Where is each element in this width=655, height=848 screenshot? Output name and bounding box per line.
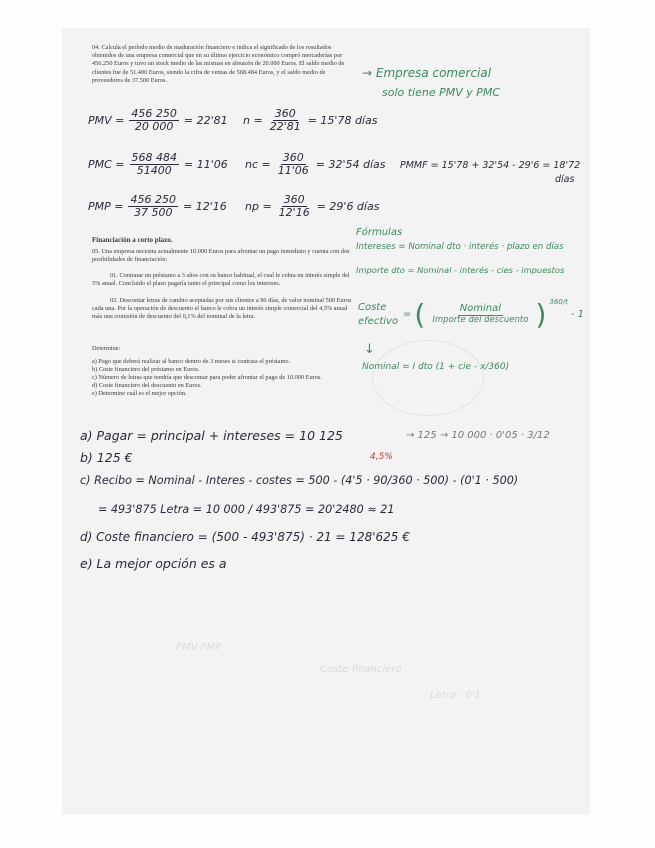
n-denominator: 22'81 xyxy=(269,119,301,133)
nc-equation xyxy=(245,152,386,176)
determine-list xyxy=(92,358,354,398)
pmv-numerator: 456 250 xyxy=(131,107,177,120)
np-numerator: 360 xyxy=(283,193,305,206)
answer-c: c) Recibo = Nominal - Interes - costes = 500 - (4'5 · 90/360 · 500) - (0'1 · 500) xyxy=(80,474,519,487)
pmv-equation xyxy=(88,108,228,132)
university-seal-watermark xyxy=(372,340,484,416)
section-title: Financiación a corto plazo. xyxy=(92,236,173,244)
note-empresa-comercial: → Empresa comercial xyxy=(362,66,492,80)
option-02-text: 02. Descontar letras de cambio aceptadas por sus clientes a 90 días, de valor nominal 500 Euros cada una. Por la operación de descuento el banco le cobra un interés simple comercial del 4,5% anual más una comisión de descuento del 0,1% del nominal de la letra. xyxy=(92,297,352,321)
pmc-denominator: 51400 xyxy=(136,163,172,177)
bleed-through-text: Coste financiero xyxy=(320,664,402,675)
coste-numerator: Nominal xyxy=(459,303,502,315)
answer-d: d) Coste financiero = (500 - 493'875) · 21 = 128'625 € xyxy=(80,530,410,544)
formula-intereses: Intereses = Nominal dto · interés · plazo en días xyxy=(356,242,564,252)
n-lhs: n = xyxy=(243,113,263,127)
coste-exponent: 360/t xyxy=(549,298,568,306)
answer-b: b) 125 € xyxy=(80,450,133,465)
np-result: = 29'6 días xyxy=(316,199,380,213)
formulas-title: Fórmulas xyxy=(356,227,403,238)
bleed-through-text: PMV PMP xyxy=(176,642,222,653)
pmc-numerator: 568 484 xyxy=(131,151,178,164)
red-correction-mark: 4,5% xyxy=(370,452,393,462)
np-lhs: np = xyxy=(245,199,272,213)
answer-a: a) Pagar = principal + intereses = 10 125 xyxy=(80,428,343,443)
pmp-numerator: 456 250 xyxy=(130,193,176,206)
nc-denominator: 11'06 xyxy=(277,163,309,177)
exercise-04-text: 04. Calcula el período medio de maduración financiero e indica el significado de los resultados obtenidos de una empresa comercial que en su último ejercicio económico compró mercaderías por 456.250 Euros y tuvo un stock medio de las mismas en almacén de 20.000 Euros. El saldo medio de clientes fue de 51.400 Euros, siendo la cifra de ventas de 568.484 Euros, y el saldo medio de proveedores de 37.500 Euros. xyxy=(92,44,345,84)
down-arrow-icon: ↓ xyxy=(364,342,375,357)
answer-c-result: = 493'875 Letra = 10 000 / 493'875 = 20'2480 ≈ 21 xyxy=(98,503,395,516)
determine-item: d) Coste financiero del descuento en Euros. xyxy=(92,382,202,389)
determine-item: c) Número de letras que tendría que descontar para poder afrontar el pago de 10.000 Euros. xyxy=(92,374,322,381)
formula-importe-dto: Importe dto = Nominal - interés - cies - impuestos xyxy=(356,265,565,275)
bleed-through-text: Letra · 0'1 xyxy=(430,690,481,701)
coste-efectivo-label: Coste efectivo xyxy=(358,301,399,327)
exercise-05-text: 05. Una empresa necesita actualmente 10.000 Euros para afrontar un pago inmediato y cuenta con dos posibilidades de financiación: xyxy=(92,248,350,264)
answer-e: e) La mejor opción es a xyxy=(80,556,227,571)
nominal-equation: Nominal = I dto (1 + cie - x/360) xyxy=(362,362,510,372)
pmv-result: = 22'81 xyxy=(183,113,228,127)
determine-label: Determine: xyxy=(92,345,121,352)
pmp-lhs: PMP = xyxy=(88,199,124,213)
pmp-equation xyxy=(88,194,227,218)
pmc-lhs: PMC = xyxy=(88,157,125,171)
pmv-denominator: 20 000 xyxy=(134,119,174,133)
determine-item: a) Pago que deberá realizar al banco dentro de 3 meses si contrata el préstamo. xyxy=(92,358,291,365)
pmp-result: = 12'16 xyxy=(182,199,227,213)
pmv-lhs: PMV = xyxy=(88,113,125,127)
pmmf-unit: días xyxy=(555,174,575,185)
determine-item: b) Coste financiero del préstamo en Euros. xyxy=(92,366,200,373)
scanned-page xyxy=(62,28,590,814)
option-01-text: 01. Contratar un préstamo a 3 años con su banco habitual, el cual le cobra un interés simple del 5% anual. Concluido el plazo pagaría tanto el principal como los intereses. xyxy=(92,272,350,288)
n-equation xyxy=(243,108,377,132)
n-result: = 15'78 días xyxy=(307,113,378,127)
determine-item: e) Determine cuál es el mejor opción. xyxy=(92,390,187,397)
n-numerator: 360 xyxy=(274,107,296,120)
nc-numerator: 360 xyxy=(282,151,304,164)
pmc-equation xyxy=(88,152,228,176)
nc-lhs: nc = xyxy=(245,157,271,171)
note-pmv-pmc: solo tiene PMV y PMC xyxy=(382,86,501,99)
coste-denominator: Importe del descuento xyxy=(432,314,529,325)
pmp-denominator: 37 500 xyxy=(133,205,173,219)
pmmf-equation: PMMF = 15'78 + 32'54 - 29'6 = 18'72 xyxy=(400,160,581,171)
np-equation xyxy=(245,194,379,218)
pmc-result: = 11'06 xyxy=(184,157,228,171)
nc-result: = 32'54 días xyxy=(315,157,386,171)
coste-efectivo-formula: Coste efectivo = ( $\frac{\text{Nominal}}{\text{Importe del descuento}}$ ) $^{360/t}$ - 1 xyxy=(358,298,584,331)
np-denominator: 12'16 xyxy=(278,205,310,219)
answer-a-calc: → 125 → 10 000 · 0'05 · 3/12 xyxy=(406,430,550,441)
coste-tail: - 1 xyxy=(570,309,584,320)
